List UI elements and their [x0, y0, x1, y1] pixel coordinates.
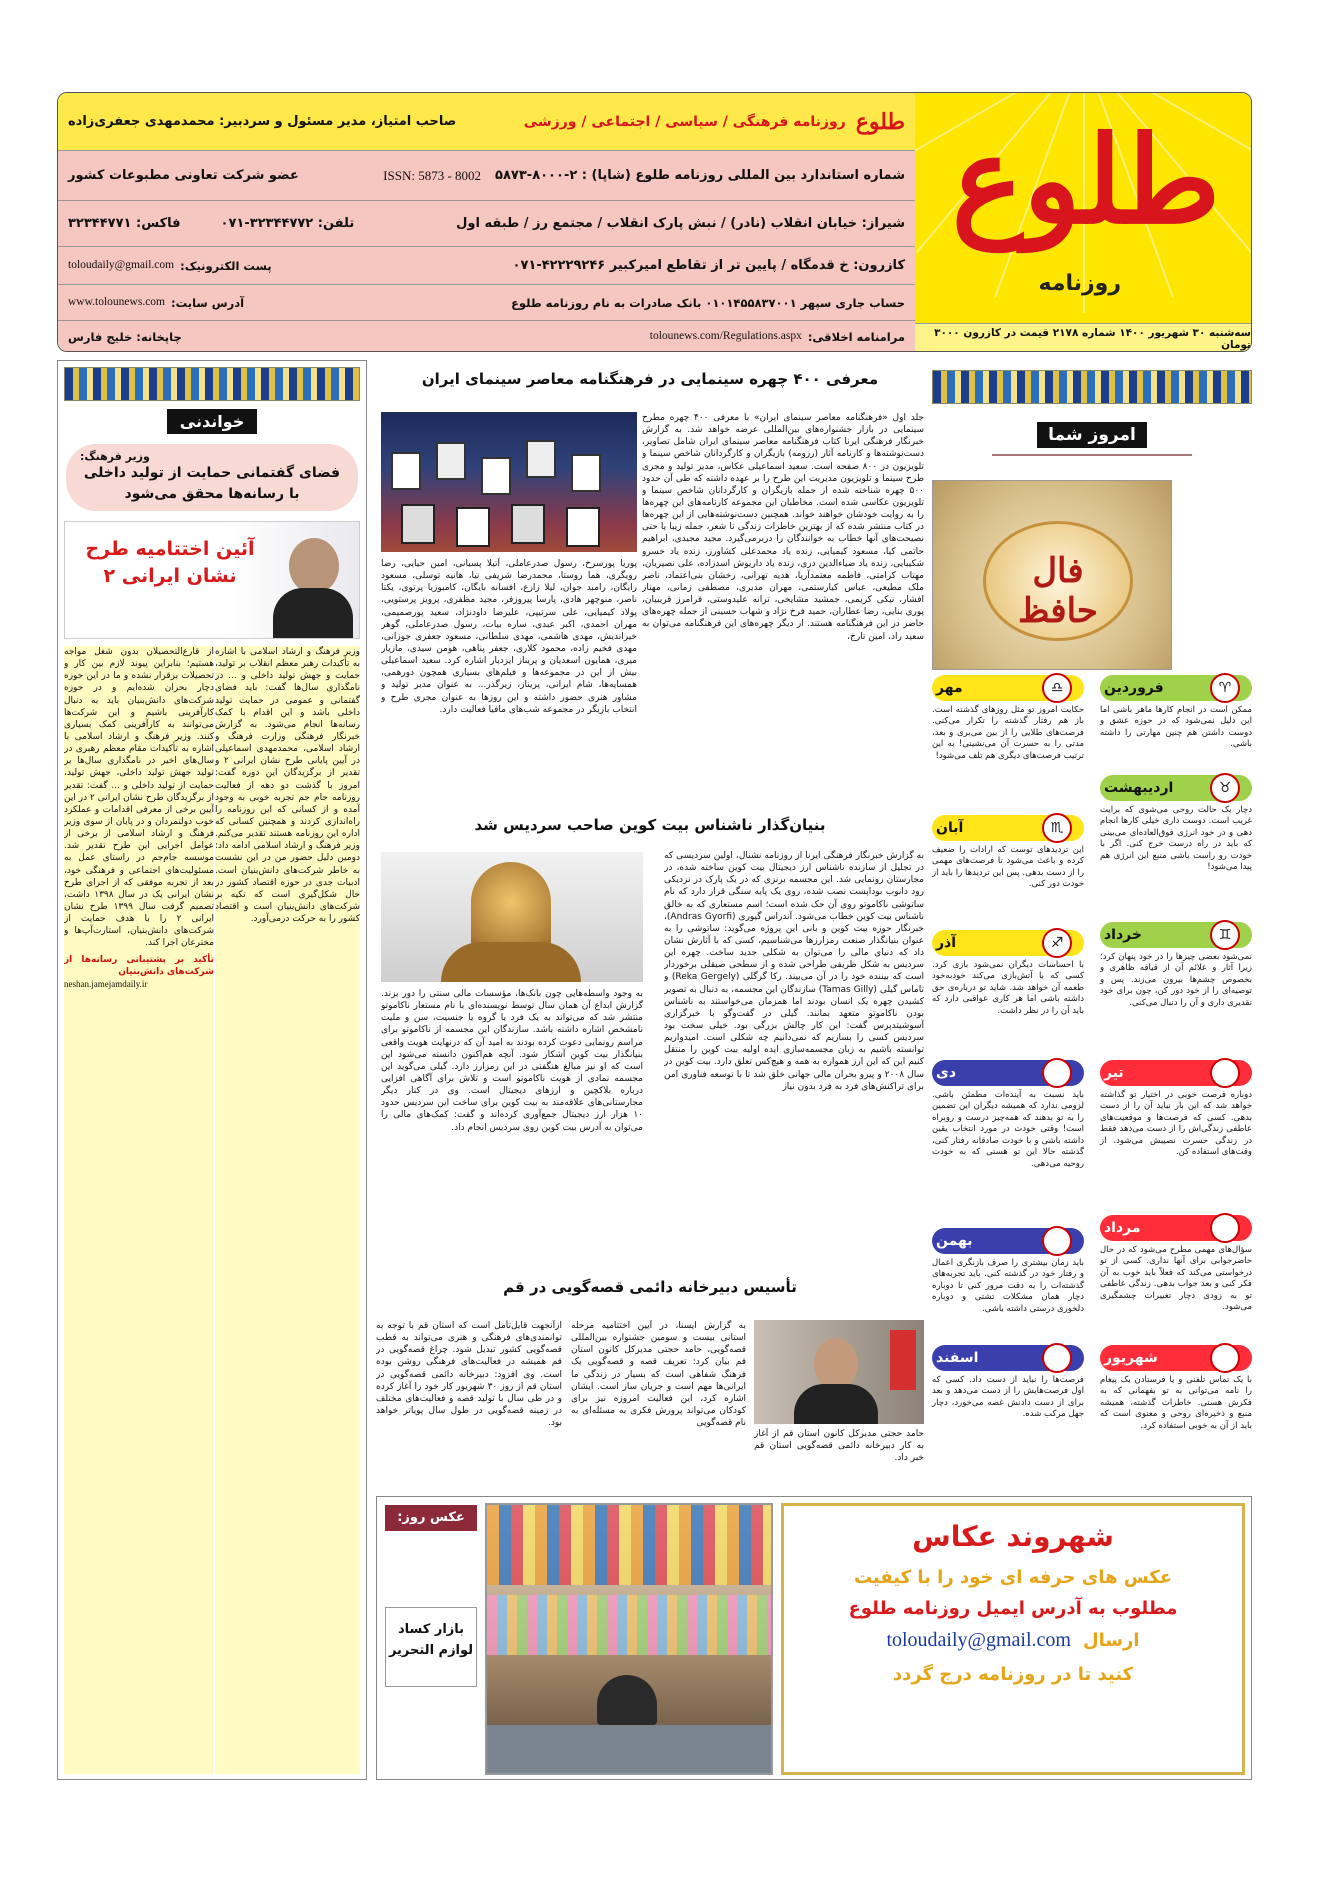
print-house: چاپخانه: خلیج فارس	[68, 330, 182, 344]
sign-mordad: ♌ مرداد سؤال‌های مهمی مطرح می‌شود که در حال حاضرجوابی برای آنها نداری. کسی از تو درخواستی می‌کند که فعلاً باید خوب به آن فکر کنی و بعد جواب بدهی. زندگی عاطفی تو به زودی دچار تغییرات چشمگیری می‌شود.	[1100, 1215, 1252, 1314]
reading-column	[57, 360, 367, 1780]
article2-body: به گزارش خبرنگار فرهنگی ایرنا از روزنامه نشنال، اولین سردیسی که در تجلیل از سازنده ناشناس ارز دیجیتال بیت کوین ساخته شده، در مجارستان رونمایی شد. این مجسمه برنزی که در یک پارک در نزدیکی رود دانوب بوداپست نصب شده، روی یک پایه سنگی قرار دارد که نام ساتوشی ناکاموتو روی آن حک شده است؛ اسم مستعاری که به خالق ناشناس بیت کوین خطاب می‌شود. آندراس گیوری (Andras Gyorfi)، خبرنگار حوزه بیت کوین و بانی این پروژه می‌گوید: ساتوشی را به عنوان بنیانگذار صنعت رمزارزها می‌شناسیم، کسی که با آثارش نشان داد که دنیای مالی را می‌توان به شکلی جدید ساخت. چهره این سردیس به شکل ظریفی طراحی شده و از سطحی صیقلی برخوردار است که بیننده خود را در آن می‌بیند. رکا گرگلی (Reka Gergely) و تاماس گیلی (Tamas Gilly) سازندگان این مجسمه، به دنبال به تصویر کشیدن چهره یک انسان بودند اما همزمان می‌خواستند به ناشناس بودن ناکاموتو متعهد بمانند. گیلی در گفت‌وگو با خبرگزاری آسوشیتدپرس گفت: این کار چالش بزرگی بود. خیلی سخت بود سردیس کسی را بسازیم که نمی‌دانیم چه شکلی است. امیدواریم توانسته باشیم به زبان مجسمه‌سازی ایده اولیه بیت کوین را منتقل کنیم این که این ارز همواره به همه و هیچ‌کس تعلق دارد. بیت کوین در سال ۲۰۰۸ و پیرو بحران مالی جهانی خلق شد تا با توسعه فناوری امن برای تراکنش‌های فرد به فرد بدون نیاز	[664, 851, 924, 1092]
bottom-band	[376, 1496, 1252, 1780]
masthead-row-4	[58, 247, 915, 285]
sign-aban: ♏ آبان این تردیدهای توست که ارادات را ضعیف کرده و باعث می‌شود تا فرصت‌های مهمی را از دست بدهی. پس این تردیدها را باید از خودت دور کنی.	[932, 815, 1084, 891]
email-label: پست الکترونیک:	[180, 258, 272, 273]
masthead-row-1	[58, 93, 915, 151]
ad-email[interactable]: toloudaily@gmail.com	[886, 1629, 1071, 1651]
tagline: روزنامه فرهنگی / سیاسی / اجتماعی / ورزشی	[523, 113, 846, 130]
headline: فضای گفتمانی حمایت از تولید داخلی با رسانه‌ها محقق می‌شود	[83, 465, 341, 502]
article2-title: بنیان‌گذار ناشناس بیت کوین صاحب سردیس شد	[474, 816, 826, 834]
headline-box	[66, 444, 358, 511]
kazerun-address: کازرون: خ قدمگاه / پایین تر از تقاطع امیرکبیر ۴۲۲۲۹۲۴۶-۰۷۱	[512, 258, 905, 273]
lion-icon: ♌	[1210, 1213, 1240, 1243]
hafez-image	[932, 480, 1172, 670]
ad-line-2: مطلوب به آدرس ایمیل روزنامه طلوع	[848, 1598, 1178, 1619]
scales-icon: ♎	[1042, 673, 1072, 703]
email[interactable]: toloudaily@gmail.com	[68, 258, 175, 271]
crab-icon: ♋	[1210, 1058, 1240, 1088]
article1-body: جلد اول «فرهنگنامه معاصر سینمای ایران» با معرفی ۴۰۰ چهره مطرح سینمایی در بازار جشنواره‌های بین‌المللی عرضه خواهد شد. به گزارش خبرنگار فرهنگی ایرنا کتاب فرهنگنامه معاصر سینمای ایران شامل تصاویر، دست‌نوشته‌ها و کارنامه آثار (رزومه) بازیگران و کارگردانان شاخص سینما و تلویزیون در ۸۰۰ صفحه است. سعید اسماعیلی عکاس، مدیر تولید و مجری طرح سینما و تلویزیون مدیریت این طرح را بر عهده داشته که طی آن حدود ۵۰۰ چهره شناخته شده از جمله بازیگران و کارگردانان شاخص سینما و تلویزیون عکاسی شده است. مخاطبان این مجموعه کارنامه‌های این چهره‌ها را به روایت خودشان خواهند خواند. همچنین دست‌نوشته‌هایی از این چهره‌ها در کتاب منتشر شده که از بهترین خاطرات زندگی تا شعر، جمله زیبا یا حتی نصیحت‌های آنها خطاب به خوانندگان را دربرمی‌گیرد. مجید مجیدی، ابراهیم حاتمی کیا، مسعود کیمیایی، زنده یاد محمدعلی کشاورز، زنده یاد خسرو شکیبایی، زنده یاد ضیاءالدین دری، زنده یاد داریوش اسدزاده، علی نصیریان، مهتاب کرامتی، فاطمه معتمدآریا، هدیه تهرانی، رخشان بنی‌اعتماد، ناصر ملک مطیعی، عباس کیارستمی، مهران مدیری، مصطفی زمانی، مهناز افشار، نیکی کریمی، جمشید مشایخی، ترانه علیدوستی، فرامرز قریبیان، پوری بنایی، رضا عطاران، حمید فرخ نژاد و شهاب حسینی از جمله چهره‌های حاضر در این فرهنگنامه هستند. از دیگر چهره‌های این فرهنگنامه می‌توان به سعید راد، امین تارخ،	[642, 413, 924, 642]
issn: شماره استاندارد بین المللی روزنامه طلوع (شاپا) : ۲-۸۰۰۰-۵۸۷۳	[495, 168, 905, 183]
sign-shahrivar: ♍ شهریور با یک تماس تلفنی و یا فرستادن یک پیغام را نامه می‌توانی به تو بفهمانی که به فکرش هستی. خاطرات گذشته، همیشه منبع و ذخیره‌ای روحی و معنوی است که باید از آن به خوبی استفاده کرد.	[1100, 1345, 1252, 1432]
article2-body-2: به وجود واسطه‌هایی چون بانک‌ها، مؤسسات مالی سنتی را دور بزند. گزارش ابداع آن همان سال توسط نویسنده‌ای با نام مستعار ناکاموتو منتشر شد که می‌تواند به یک فرد یا گروه یا جنسیت، سن و ملیت نامشخص اشاره داشته باشد. سازندگان این مجسمه از ناکاموتو برای مراسم رونمایی دعوت کرده بودند به امید آن که درنهایت هویت واقعی بنیانگذار بیت کوین آشکار شود. آنچه هم‌اکنون دانسته می‌شود این است که او نیز مبالغ هنگفتی در این رمزارز دارد. گیلی می‌گوید این مجسمه نمادی از هویت ناکاموتو است و تلاش برای آگاهی افزایی درباره بلاکچین و ارزهای دیجیتال است. وی در کنار دیگر مجارستانی‌های علاقه‌مند به بیت کوین برای ساخت این سردیس حدود ۱۰ هزار ارز دیجیتال جمع‌آوری کرده‌اند و گفت: کمک‌های مالی را می‌توان به آدرس بیت کوین روی سردیس انجام داد.	[381, 989, 643, 1133]
sign-ordibehesht: ♉ اردیبهشت دچار یک حالت روحی می‌شوی که برایت غریب است. دوست داری خیلی کارها انجام دهی و در خود انرژی فوق‌العاده‌ای می‌بینی که باید در راه درست خرج کنی. اگر با خودت رو راست باشی منبع این انرژی هم پیدا می‌شود!	[1100, 775, 1252, 874]
article3-body: به گزارش ایسنا، در آیین اختتامیه مرحله استانی بیست و سومین جشنواره بین‌المللی قصه‌گویی، حامد حجتی مدیرکل کانون استان قم بیان کرد: تعریف قصه و قصه‌گویی یک فرهنگ شفاهی است که بسیار در زندگی ما ایرانی‌ها مهم است و جریان ساز است. ایشان اشاره کرد، این فعالیت امروزه نیز برای کودکان می‌تواند پرورش فکری به مسئله‌ای به نام قصه‌گویی	[571, 1321, 746, 1429]
title-rule	[992, 454, 1192, 456]
banner-text: آئین اختتامیه طرح نشان ایرانی ۲	[85, 538, 255, 587]
twins-icon: ♊	[1210, 920, 1240, 950]
ethics-url[interactable]: tolounews.com/Regulations.aspx	[649, 330, 802, 342]
masthead-row-6	[58, 321, 915, 352]
hafez-text: فال حافظ	[1018, 551, 1098, 631]
sign-dey: ♑ دی باید نسبت به آینده‌ات مطمئن باشی. لزومی ندارد که همیشه دیگران این تضمین را به تو بدهند که همه‌چیز درست و روبراه است! وقتی خودت در مورد انتخاب یقین داشته باشی و با خودت صادقانه رفتار کنی، گذشته حالا این تو هستی که به خودت روحیه می‌دهی.	[932, 1060, 1084, 1170]
cinema-photo	[381, 412, 637, 552]
virgin-icon: ♍	[1210, 1343, 1240, 1373]
sign-tir: ♋ تیر دوباره فرصت خوبی در اختیار تو گذاشته خواهد شد که این بار نباید آن را از دست بدهی. کسی که فرصت‌ها و موقعیت‌های عاطفی زندگی‌اش را از دست می‌دهد فقط در زندگی حسرت نصیبش می‌شود. از وقت‌های استفاده کن.	[1100, 1060, 1252, 1159]
headline-kicker: وزیر فرهنگ:	[80, 450, 150, 463]
horoscope-column	[932, 360, 1252, 1493]
masthead-row-5	[58, 285, 915, 321]
article1-title: معرفی ۴۰۰ چهره سینمایی در فرهنگنامه معاصر سینمای ایران	[421, 370, 879, 388]
photo-of-day-label: عکس روز:	[385, 1505, 477, 1531]
sign-khordad: ♊ خرداد نمی‌شود بعضی چیزها را در خود پنهان کرد؛ زیرا آثار و علائم آن از قیافه ظاهری و بخصوص چشم‌ها بیرون می‌زند. پس و توصیه‌ای را از خود دور کن، چون برای خود تقدیری داری و آن را دنبال می‌کنی.	[1100, 922, 1252, 1009]
reading-text-2: از قارع‌التحصیلان بدون شغل مواجه هستیم؛ بنابراین پیوند لازم بین کار و تحصیلات برقرار نشده و ما در این حوزه دچار بحران شده‌ایم و در حوزه شرکت‌های دانش‌بنیان باید به دنبال کارآفرینی باشیم و این شرکت‌ها می‌توانند به کارآفرینی کمک بسیاری کنند. وزیر فرهنگ و ارشاد اسلامی با اشاره به تأکیدات مقام معظم رهبری در سال‌های اخیر در نامگذاری سال‌ها بر تولید جهش تولید داخلی، جهش تولید، حمایت از تولید داخلی و ... گفت: تقدیر از برگزیدگان طرح نشان ایرانی ۲ در این آیین برخی از معرفی اقدامات و عملکرد خوب دولتمردان و در پایان از سوی وزیر فرهنگ و ارشاد اسلامی از برخی از عوامل اجرایی این طرح تقدیر شد. موسسه جام‌جم در راستای عمل به مسئولیت‌های اجتماعی و فرهنگی خود، بعد از تجربه موفقی که از اجرای طرح نشان ایرانی یک در سال ۱۳۹۸ داشت، تصمیم گرفت سال ۱۳۹۹ طرح نشان ایرانی ۲ را با هدف حمایت از شرکت‌های دانش‌بنیان، استارت‌آپ‌ها و مخترعان اجرا کند.	[64, 647, 214, 949]
caption-line-1: بازار کساد	[397, 1622, 465, 1637]
bull-icon: ♉	[1210, 773, 1240, 803]
stationery-market-photo	[485, 1503, 773, 1775]
reading-header: خواندنی	[167, 409, 257, 434]
sign-mehr: ♎ مهر حکایت امروز تو مثل روزهای گذشته است. باز هم رفتار گذشته را تکرار می‌کنی. فرصت‌های طلایی را از بین می‌بری و بعد، مدتی را به حسرت آن می‌نشینی! به این ترتیب فرصت‌های دیگری هم تلف می‌شود!	[932, 675, 1084, 762]
sign-azar: ♐ آذر با احساسات دیگران نمی‌شود بازی کرد. کسی که با آتش‌بازی می‌کند خودبه‌خود طعمه آن خواهد شد. شاید تو درباره‌ی حق داشته باشی اما هر کاری عواقبی دارد که باید آن را در نظر داشت.	[932, 930, 1084, 1017]
ethics-label: مرامنامه اخلاقی:	[807, 330, 905, 344]
sign-bahman: ♒ بهمن باید زمان بیشتری را صرف بازنگری اعمال و رفتار خود در گذشته کنی. باید تجربه‌های گذشته‌ات را به دقت مرور کنی تا دوباره دچار همان مشکلات تشتی و دوباره دلخوری درستی داشته باشی.	[932, 1228, 1084, 1315]
ad-email-row	[784, 1629, 1242, 1652]
ad-box	[781, 1503, 1245, 1775]
scorpion-icon: ♏	[1042, 813, 1072, 843]
caption-line-2: لوازم التحریر	[388, 1643, 474, 1658]
article1-body-2: پوریا پورسرخ، رسول صدرعاملی، آتیلا پسیانی، امین حیایی، رضا رویگری، هما روستا، محمدرضا شریفی نیا، هانیه توسلی، مسعود رایگان، رامبد جوان، لیلا زارع، افسانه بایگان، کامبوزیا پرتوی، یکتا ناصر، منوچهر هادی، پارسا پیروزفر، مجید مظفری، پرویز پرستویی، پولاد کیمیایی، علی سرتیپی، علیرضا داودنژاد، سعید پورصمیمی، مهران احمدی، اکبر عبدی، ساره بیات، رسول صدرعاملی، گوهر خیراندیش، مهدی هاشمی، مهدی سلطانی، مسعود جعفری جوزانی، مهدی فخیم زاده، محمود کلاری، جعفر پناهی، هومن سیدی، مازیار میری، همایون اسعدیان و پریناز ایزدیار اشاره کرد. سعید اسماعیلی بیش از این در مجموعه‌ها و فیلم‌های بسیاری همچون دورهمی، همسایه‌ها، شام ایرانی، پریناز، زیرگذر... به عنوان مدیر تولید و مشاور هنری حضور داشته و این روزها به عنوان مجری طرح و انتخاب بازیگر در مجموعه شب‌های مافیا فعالیت دارد.	[381, 559, 637, 715]
date-line: سه‌شنبه ۳۰ شهریور ۱۴۰۰ شماره ۲۱۷۸ قیمت در کازرون ۳۰۰۰ تومان	[914, 323, 1251, 352]
ram-icon: ♈	[1210, 673, 1240, 703]
photo-of-day-caption	[385, 1607, 477, 1687]
ad-title: شهروند عکاس	[912, 1520, 1114, 1553]
paper-name: طلوع	[855, 108, 905, 135]
member: عضو شرکت تعاونی مطبوعات کشور	[68, 168, 299, 183]
logo-box	[914, 93, 1251, 352]
reading-text-1: وزیر فرهنگ و ارشاد اسلامی با اشاره به تأکیدات رهبر معظم انقلاب بر تولید، حمایت و جهش تولید داخلی و ... در نامگذاری سال‌ها گفت: باید فضای گفتمانی و عمومی در حمایت تولید داخلی باشد و این اقدام با کمک رسانه‌ها انجام می‌شود. به گزارش خبرنگار فرهنگی وزارت فرهنگ و ارشاد اسلامی، محمدمهدی اسماعیلی در آیین پایانی طرح نشان ایرانی ۲ و تقدیر از برگزیدگان این دوره گفت: امروز با گذشت دو دهه از فعالیت روزنامه جام جم تجربه خوبی به وجود آمده و از کسانی که این روزنامه را راه‌اندازی کردند و همچنین کسانی که اداره این روزنامه هستند تقدیر می‌کنم. وزیر فرهنگ و ارشاد اسلامی ادامه داد: دومین دلیل حضور من در این نشست به خاطر شرکت‌های دانش‌بنیان است. ادبیات جدی در حوزه اقتصاد کشور در حال شکل‌گیری است که تکیه بر شرکت‌های دانش‌بنیان است و اقتصاد کشور را به حرکت درمی‌آورد.	[215, 647, 360, 925]
fish-icon: ♓	[1042, 1343, 1072, 1373]
masthead-row-2	[58, 151, 915, 201]
bitcoin-statue-photo	[381, 852, 643, 982]
jamejam-url[interactable]: neshan.jamejamdaily.ir	[64, 978, 148, 989]
sign-farvardin: ♈ فروردین ممکن است در انجام کارها ماهر باشی اما این دلیل نمی‌شود که در حوزه عشق و دوست داشتن هم چنین مهارتی را داشته باشی.	[1100, 675, 1252, 751]
reading-body-left	[64, 646, 214, 1774]
shiraz-address: شیراز: خیابان انقلاب (نادر) / نبش پارک انقلاب / مجتمع رز / طبقه اول	[456, 216, 905, 231]
masthead-row-3	[58, 201, 915, 247]
storytelling-caption: حامد حجتی مدیرکل کانون استان قم از آغاز به کار دبیرخانه دائمی قصه‌گویی استان قم خبر داد.	[754, 1429, 924, 1464]
ceremony-banner	[64, 521, 360, 639]
issn-latin: ISSN: 5873 - 8002	[383, 167, 482, 183]
news-column	[376, 360, 924, 1493]
decorative-tile	[932, 370, 1252, 404]
sign-esfand: ♓ اسفند فرصت‌ها را نباید از دست داد. کسی که اول فرصت‌هایش را از دست می‌دهد و بعد برای از دست دادنش غصه می‌خورد، دچار جهل مرکب شده.	[932, 1345, 1084, 1421]
ad-send: ارسال	[1082, 1630, 1140, 1651]
article3-body-2: ازآنجهت قابل‌تأمل است که استان قم با توجه به توانمندی‌های فرهنگی و هنری می‌تواند به قطب قصه‌گویی کشور تبدیل شود. چراغ قصه‌گویی در قم همیشه در فعالیت‌های فرهنگی روشن بوده است. وی افزود: دبیرخانه دائمی قصه‌گویی در استان قم از روز ۳۰ شهریور کار خود را آغاز کرده و در طی سال با تولید قصه و فعالیت‌های مختلف در زمینه قصه‌گویی در طول سال پویاتر خواهد بود.	[376, 1321, 562, 1429]
bank-account: حساب جاری سپهر ۰۱۰۱۴۵۵۸۳۷۰۰۱ بانک صادرات به نام روزنامه طلوع	[511, 295, 905, 310]
logo-sub: روزنامه	[1038, 271, 1121, 296]
goat-icon: ♑	[1042, 1058, 1072, 1088]
archer-icon: ♐	[1042, 928, 1072, 958]
logo: طلوع	[951, 110, 1221, 251]
owner: صاحب امتیاز، مدیر مسئول و سردبیر: محمدمهدی جعفری‌زاده	[68, 114, 457, 129]
ad-line-3: کنید تا در روزنامه درج گردد	[892, 1664, 1134, 1685]
phone: تلفن: ۳۲۳۴۴۷۷۲-۰۷۱	[220, 216, 355, 231]
reading-body-right	[215, 646, 360, 1774]
masthead	[57, 92, 1252, 352]
decorative-tile-left	[64, 367, 360, 401]
fax: فاکس: ۳۲۳۴۴۷۷۱	[68, 216, 181, 231]
subhead: تأکید بر پشتیبانی رسانه‌ها از شرکت‌های دانش‌بنیان	[64, 954, 214, 977]
ad-line-1: عکس های حرفه ای خود را با کیفیت	[853, 1567, 1173, 1588]
site-label: آدرس سایت:	[171, 295, 245, 310]
water-bearer-icon: ♒	[1042, 1226, 1072, 1256]
article3-title: تأسیس دبیرخانه دائمی قصه‌گویی در قم	[503, 1278, 797, 1296]
storytelling-photo	[754, 1320, 924, 1424]
horoscope-title: امروز شما	[1037, 422, 1147, 448]
site-url[interactable]: www.tolounews.com	[68, 295, 165, 308]
